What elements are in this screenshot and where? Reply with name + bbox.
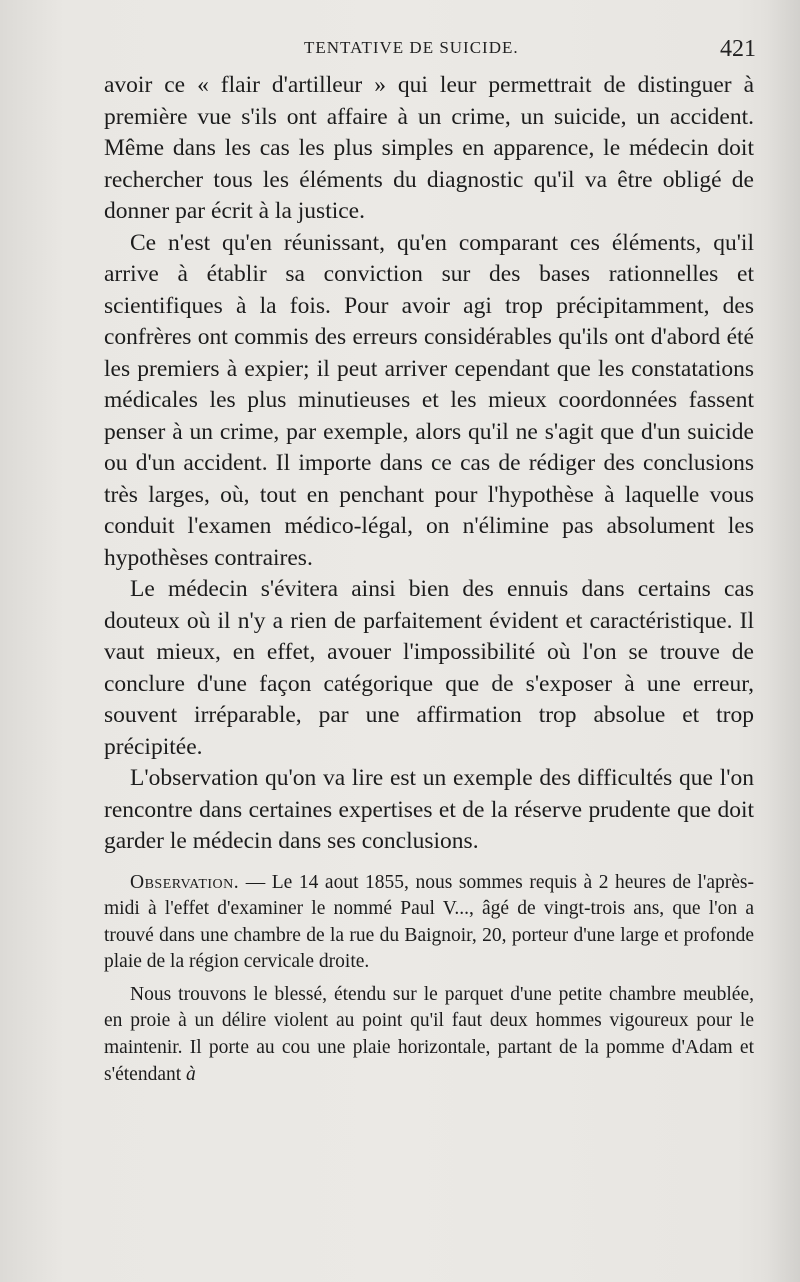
observation-text-2: Nous trouvons le blessé, étendu sur le parquet d'une petite chambre meublée, en proie à un délire violent au point qu'il faut deux hommes vigoureux pour le maintenir. Il porte au cou une plaie horizontale, partant de la pomme d'Adam et s'étendant	[104, 983, 754, 1085]
observation-paragraph-2	[104, 982, 754, 1088]
page-number: 421	[720, 36, 756, 62]
observation-text-2-italic: à	[186, 1063, 196, 1085]
observation-heading: Observation.	[130, 871, 240, 893]
page-edge-shadow	[766, 0, 800, 1282]
paragraph-3: Le médecin s'évitera ainsi bien des ennuis dans certains cas douteux où il n'y a rien de parfaitement évident et caractéristique. Il vaut mieux, en effet, avouer l'impossibilité où l'on se trouve de conclure d'une façon catégorique que de s'exposer à une erreur, souvent irréparable, par une affirmation trop absolue et trop précipitée.	[104, 576, 754, 760]
page-header	[104, 36, 756, 68]
paragraph-1: avoir ce « flair d'artilleur » qui leur permettrait de distinguer à première vue s'ils ont affaire à un crime, un suicide, un accident. Même dans les cas les plus simples en apparence, le médecin doit rechercher tous les éléments du diagnostic qu'il va être obligé de donner par écrit à la justice.	[104, 72, 754, 224]
observation-section	[104, 870, 754, 1089]
page-body	[104, 70, 754, 1088]
paragraph-4: L'observation qu'on va lire est un exemple des difficultés que l'on rencontre dans certaines expertises et de la réserve prudente que doit garder le médecin dans ses conclusions.	[104, 765, 754, 854]
running-title: TENTATIVE DE SUICIDE.	[304, 38, 519, 57]
observation-text-1: — Le 14 aout 1855, nous sommes requis à 2 heures de l'après-midi à l'effet d'examiner le nommé Paul V..., âgé de vingt-trois ans, que l'on a trouvé dans une chambre de la rue du Baignoir, 20, porteur d'une large et profonde plaie de la région cervicale droite.	[104, 871, 754, 973]
paragraph-2: Ce n'est qu'en réunissant, qu'en comparant ces éléments, qu'il arrive à établir sa conviction sur des bases rationnelles et scientifiques à la fois. Pour avoir agi trop précipitamment, des confrères ont commis des erreurs considérables qu'ils ont d'abord été les premiers à expier; il peut arriver cependant que les constatations médicales les plus minutieuses et les mieux coordonnées fassent penser à un crime, par exemple, alors qu'il ne s'agit que d'un suicide ou d'un accident. Il importe dans ce cas de rédiger des conclusions très larges, où, tout en penchant pour l'hypothèse à laquelle vous conduit l'examen médico-légal, on n'élimine pas absolument les hypothèses contraires.	[104, 229, 754, 571]
observation-paragraph-1	[104, 870, 754, 976]
